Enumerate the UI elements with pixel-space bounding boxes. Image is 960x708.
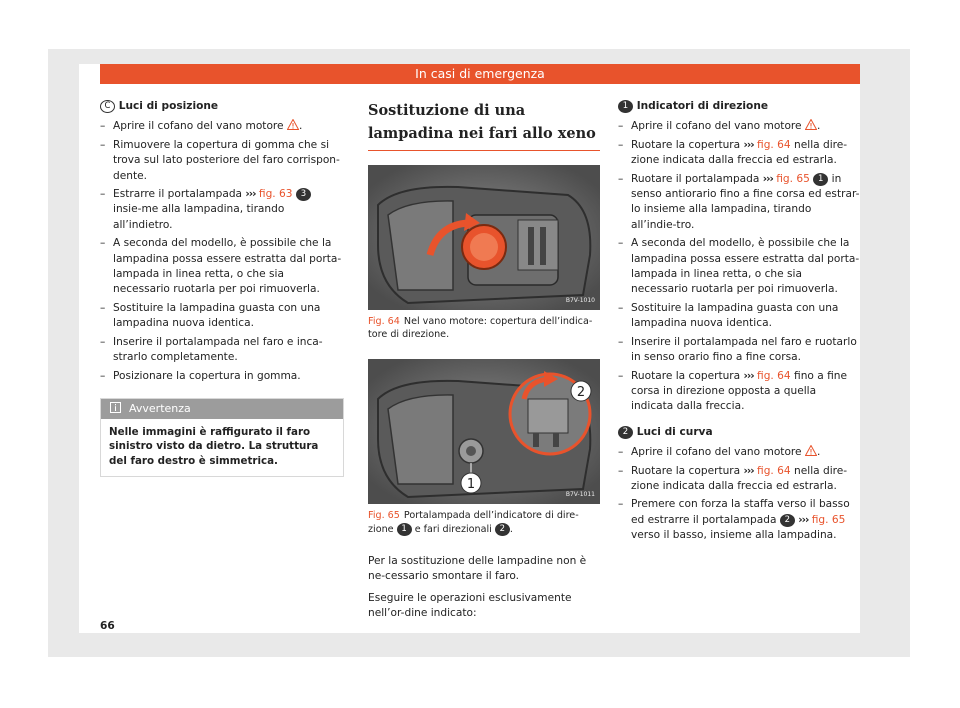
section-title: Luci di posizione [118, 100, 219, 112]
step-item: – Premere con forza la staffa verso il basso ed estrarre il portalampada 2 ››› fig. 65 verso il basso, insieme alla lampadina. [618, 497, 860, 543]
figure-code: B7V-1011 [565, 490, 595, 498]
section-heading-position-lights [100, 99, 342, 114]
callout-number: 2 [495, 523, 510, 536]
step-item: – Sostituire la lampadina guasta con una lampadina nuova identica. [100, 301, 342, 332]
paragraph: Per la sostituzione delle lampadine non è ne-cessario smontare il faro. [368, 555, 587, 583]
step-item: – A seconda del modello, è possibile che la lampadina possa essere estratta dal porta-lampada in linea retta, o che sia necessario ruotarla per poi rimuoverla. [618, 236, 860, 298]
chapter-header [100, 64, 860, 84]
step-item: – Posizionare la copertura in gomma. [100, 369, 342, 384]
figure-label: Fig. 64 [368, 316, 400, 327]
figure-65-image [368, 359, 600, 504]
reference-arrows: ››› [743, 138, 754, 151]
figure-link[interactable]: fig. 64 [757, 369, 791, 382]
paragraph: Eseguire le operazioni esclusivamente nell’or-dine indicato: [368, 591, 572, 620]
figure-link[interactable]: fig. 65 [776, 172, 810, 185]
step-item: – Ruotare la copertura ››› fig. 64 fino a fine corsa in direzione opposta a quella indicata dalla freccia. [618, 369, 860, 415]
step-item: – Aprire il cofano del vano motore . [618, 445, 860, 460]
figure-64-caption: Fig. 64 Nel vano motore: copertura dell’indica-tore di direzione. [368, 316, 593, 340]
section-title: Luci di curva [636, 425, 713, 438]
step-item: – Estrarre il portalampada ››› fig. 63 3 insie-me alla lampadina, tirando all’indietro. [100, 187, 342, 233]
note-text: Nelle immagini è raffigurato il faro sinistro visto da dietro. La struttura del faro destro è simmetrica. [109, 425, 319, 467]
page-number: 66 [100, 620, 115, 632]
step-item: – Ruotare la copertura ››› fig. 64 nella dire-zione indicata dalla freccia ed estrarla. [618, 138, 860, 169]
section-heading-cornering-lights [618, 425, 860, 440]
callout-number: 3 [296, 188, 311, 201]
figure-link[interactable]: fig. 65 [811, 513, 846, 526]
right-column [618, 99, 860, 547]
middle-column [368, 99, 600, 628]
figure-link[interactable]: fig. 63 [258, 188, 293, 201]
step-item: – Rimuovere la copertura di gomma che si trova sul lato posteriore del faro corrispon-dente. [100, 138, 342, 184]
figure-64-image [368, 165, 600, 310]
figure-link[interactable]: fig. 64 [757, 138, 791, 151]
section-marker: 1 [618, 100, 633, 113]
step-item: – Ruotare il portalampada ››› fig. 65 1 in senso antiorario fino a fine corsa ed estrar-lo insieme alla lampadina, tirando all’indie-tro. [618, 172, 860, 234]
warning-icon [287, 119, 299, 130]
note-header [101, 399, 343, 419]
chapter-title: In casi di emergenza [415, 66, 545, 81]
figure-link[interactable]: fig. 64 [757, 464, 791, 477]
reference-arrows: ››› [743, 369, 754, 382]
callout-2: 2 [576, 385, 586, 400]
section-title: Indicatori di direzione [636, 100, 769, 112]
reference-arrows: ››› [798, 513, 809, 526]
warning-icon [805, 445, 817, 456]
bulb-holder-illustration [368, 359, 600, 504]
reference-arrows: ››› [743, 464, 754, 477]
step-list [618, 445, 860, 543]
note-box [100, 398, 344, 478]
note-title: Avvertenza [129, 401, 191, 415]
info-icon [110, 402, 121, 413]
figure-code: B7V-1010 [565, 296, 595, 304]
callout-number: 2 [780, 514, 795, 527]
section-marker: C [100, 100, 115, 113]
section-marker: 2 [618, 426, 633, 439]
reference-arrows: ››› [245, 188, 256, 201]
step-item: – Sostituire la lampadina guasta con una lampadina nuova identica. [618, 301, 860, 332]
step-item: – Aprire il cofano del vano motore . [100, 119, 342, 134]
step-item: – Inserire il portalampada nel faro e inca-strarlo completamente. [100, 335, 342, 366]
callout-number: 1 [813, 173, 828, 186]
step-list [100, 119, 342, 384]
figure-label: Fig. 65 [368, 510, 400, 521]
section-heading-turn-signals [618, 99, 860, 114]
step-item: – Ruotare la copertura ››› fig. 64 nella dire-zione indicata dalla freccia ed estrarla. [618, 464, 860, 495]
warning-icon [805, 119, 817, 130]
section-title: Sostituzione di una lampadina nei fari allo xeno [368, 99, 600, 151]
headlight-cover-illustration [368, 165, 600, 310]
reference-arrows: ››› [762, 172, 773, 185]
left-column [100, 99, 342, 477]
step-item: – Aprire il cofano del vano motore . [618, 119, 860, 134]
callout-1: 1 [466, 477, 476, 492]
step-item: – Inserire il portalampada nel faro e ruotarlo in senso orario fino a fine corsa. [618, 335, 860, 366]
callout-number: 1 [397, 523, 412, 536]
figure-65-caption: Fig. 65 Portalampada dell’indicatore di dire-zione 1 e fari direzionali 2 . [368, 510, 579, 535]
step-item: – A seconda del modello, è possibile che la lampadina possa essere estratta dal porta-lampada in linea retta, o che sia necessario ruotarla per poi rimuoverla. [100, 236, 342, 298]
step-list [618, 119, 860, 414]
